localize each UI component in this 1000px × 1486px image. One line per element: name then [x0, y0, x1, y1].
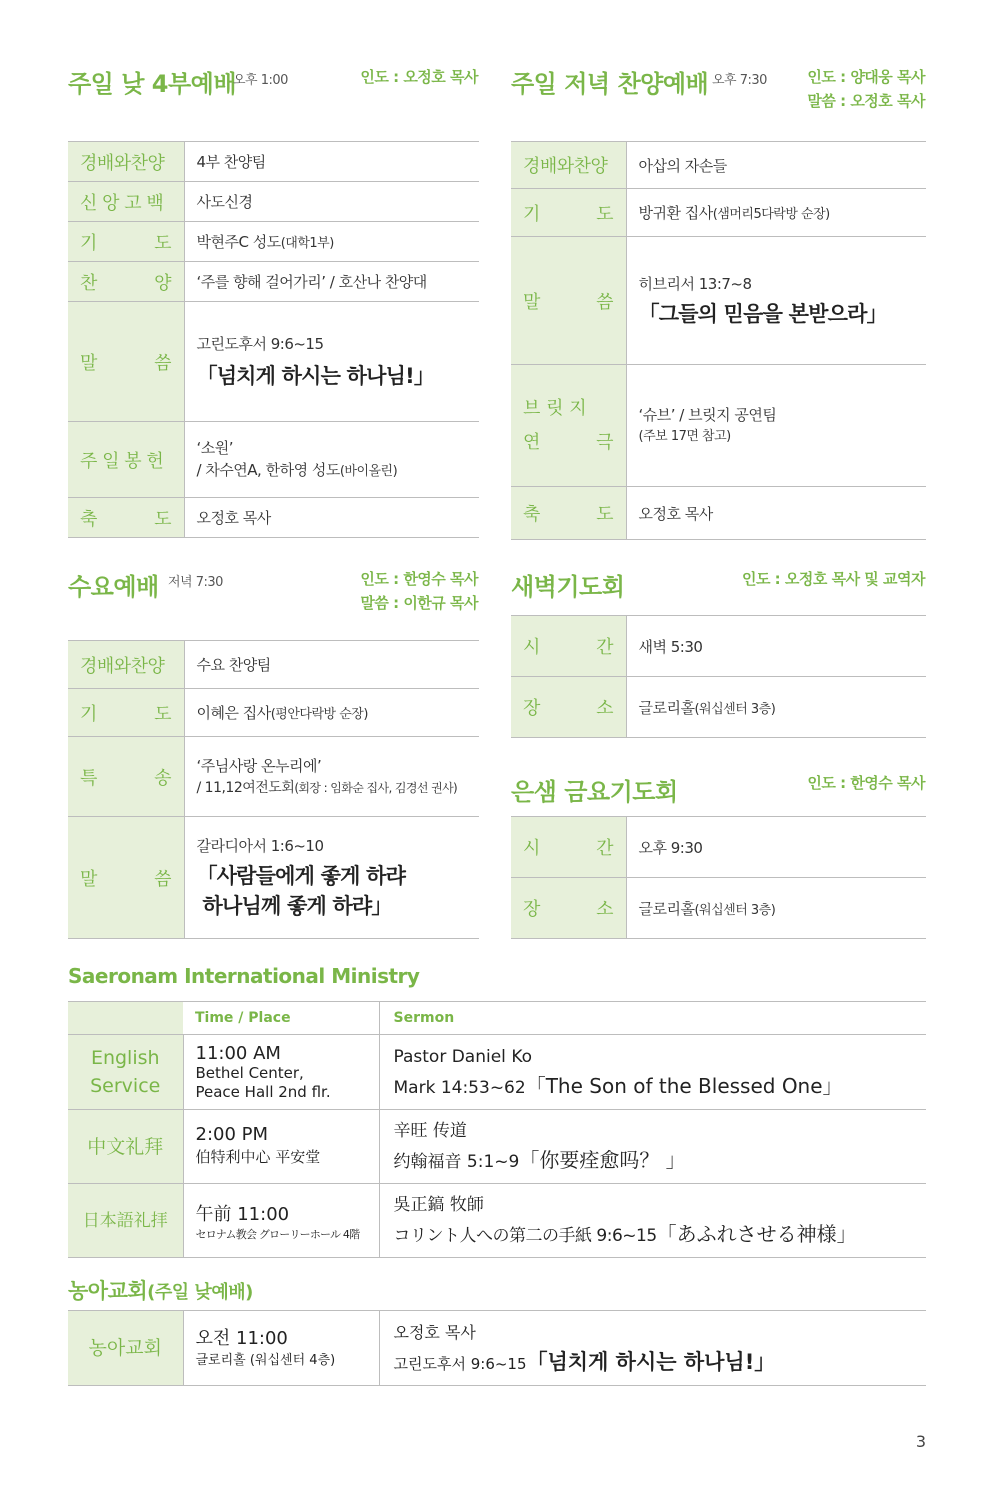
sermon-title: 「你要痊愈吗？ 」: [519, 1148, 686, 1172]
service-place: 伯特利中心 平安堂: [195, 1148, 321, 1166]
section-leaders: [360, 567, 478, 615]
leader: 인도 : 한영수 목사: [360, 570, 478, 588]
scripture-reference: 고린도후서 9:6~15: [196, 334, 324, 353]
table-row: [511, 237, 926, 365]
scripture-reference: コリント人への第二の手紙 9:6~15: [393, 1226, 657, 1246]
preacher: 辛旺 传道: [393, 1121, 467, 1141]
row-label: 주 일 봉 헌: [80, 450, 164, 472]
table-row: [511, 487, 926, 540]
row-value-note: (워십센터 3층): [694, 902, 776, 918]
row-label-a: 기: [523, 203, 541, 225]
row-label-a: 말: [80, 352, 98, 374]
table-row: [68, 422, 479, 498]
row-label-a: 말: [80, 868, 98, 890]
sermon-title: 「넘치게 하시는 하나님!」: [526, 1350, 776, 1374]
table-row: [68, 641, 479, 689]
table-row: [68, 498, 479, 538]
table-row: [511, 677, 926, 738]
table-header-row: [68, 1002, 926, 1035]
service-name-line2: Service: [90, 1075, 161, 1097]
service-name: 日本語礼拝: [68, 1184, 183, 1258]
service-order-table: [68, 141, 479, 538]
row-value: 오정호 목사: [626, 487, 926, 540]
row-label-b: 도: [596, 504, 614, 525]
section-title-main: 농아교회: [68, 1279, 148, 1303]
sermon-title-line2: 하나님께 좋게 하랴」: [202, 893, 392, 918]
sermon-title: 「그들의 믿음을 본받으라」: [638, 301, 887, 326]
service-name: 中文礼拜: [68, 1110, 183, 1184]
sermon-title: 「あふれさせる神様」: [656, 1222, 857, 1246]
table-row: [68, 1110, 926, 1184]
service-order-table: [68, 640, 479, 939]
row-label: 신 앙 고 백: [80, 192, 164, 214]
row-label: 경배와찬양: [80, 152, 165, 174]
section-title: 은샘 금요기도회: [511, 778, 678, 806]
scripture-reference: 갈라디아서 1:6~10: [196, 836, 324, 855]
special-song-group: / 11,12여전도회: [196, 779, 295, 796]
special-song-note: (회장 : 임화순 집사, 김경선 권사): [294, 780, 458, 795]
row-label-a: 기: [80, 703, 98, 725]
section-time: 오후 7:30: [712, 73, 767, 88]
row-value-note: (샘머리5다락방 순장): [712, 207, 830, 222]
scripture-reference: Mark 14:53~62: [393, 1077, 526, 1098]
row-label: 경배와찬양: [80, 655, 165, 677]
section-leader: 인도 : 오정호 목사 및 교역자: [741, 570, 925, 588]
section-title: [68, 1275, 253, 1305]
row-value-note: (워십센터 3층): [694, 701, 776, 717]
offering-song: ‘소원’: [196, 438, 234, 457]
service-time: 2:00 PM: [195, 1124, 269, 1145]
row-label: 경배와찬양: [523, 156, 608, 177]
row-label-b: 도: [596, 203, 614, 225]
table-row: [68, 222, 479, 262]
table-row: [511, 142, 926, 189]
special-song-title: ‘주님사랑 온누리에’: [196, 756, 322, 775]
row-value: 수요 찬양팀: [184, 641, 479, 689]
row-label-a: 연: [523, 431, 541, 453]
table-row: [68, 737, 479, 817]
table-row: [511, 365, 926, 487]
row-value: 4부 찬양팀: [184, 142, 479, 182]
page-number: 3: [915, 1432, 926, 1451]
drama-title: ‘슈브’ / 브릿지 공연팀: [638, 405, 777, 424]
section-leaders: [807, 65, 925, 113]
table-row: [511, 189, 926, 237]
section-leader: 인도 : 한영수 목사: [807, 774, 925, 792]
row-label-b: 도: [154, 703, 172, 725]
section-title: 수요예배: [68, 573, 159, 601]
row-label-b: 도: [154, 508, 172, 530]
section-time: 오후 1:00: [233, 73, 288, 88]
international-services-table: [68, 1001, 926, 1258]
table-row: [511, 616, 926, 677]
table-row: [68, 1035, 926, 1110]
service-name: 농아교회: [68, 1311, 183, 1386]
table-row: [68, 817, 479, 939]
leader: 인도 : 양대웅 목사: [807, 68, 925, 86]
table-row: [68, 262, 479, 302]
section-leader: 인도 : 오정호 목사: [360, 68, 478, 86]
table-row: [511, 878, 926, 939]
row-label-a: 시: [523, 637, 541, 658]
offering-performers: / 차수연A, 한하영 성도: [196, 460, 340, 479]
row-label-b: 씀: [154, 352, 172, 374]
row-value-note: (평안다락방 순장): [270, 707, 368, 722]
row-value: 사도신경: [184, 182, 479, 222]
row-label-b: 양: [154, 272, 172, 294]
row-value: 아삽의 자손들: [626, 142, 926, 189]
service-place-line2: Peace Hall 2nd flr.: [195, 1082, 331, 1101]
row-value: 새벽 5:30: [626, 616, 926, 677]
row-label-a: 장: [523, 899, 541, 920]
service-time: 午前 11:00: [195, 1203, 290, 1225]
row-label-a: 기: [80, 232, 98, 254]
row-value: 오정호 목사: [184, 498, 479, 538]
row-label-a: 말: [523, 291, 541, 313]
row-label-b: 소: [596, 899, 614, 920]
row-label-b: 소: [596, 698, 614, 719]
deaf-church-table: [68, 1310, 926, 1386]
row-value: 방귀환 집사: [638, 204, 713, 222]
service-order-table: [511, 615, 926, 738]
scripture-reference: 히브리서 13:7~8: [638, 274, 752, 293]
row-label-b: 간: [596, 838, 614, 859]
table-row: [68, 1184, 926, 1258]
service-order-table: [511, 141, 926, 540]
service-name-line1: English: [90, 1047, 160, 1069]
service-place-line1: Bethel Center,: [195, 1063, 304, 1082]
row-label-a: 장: [523, 698, 541, 719]
row-value-note: (대학1부): [280, 236, 334, 251]
table-row: [68, 1311, 926, 1386]
row-value: 오후 9:30: [626, 817, 926, 878]
row-label-b: 간: [596, 637, 614, 658]
table-row: [68, 182, 479, 222]
row-label-b: 씀: [154, 868, 172, 890]
row-label-b: 극: [596, 431, 614, 453]
sermon-title: 「The Son of the Blessed One」: [525, 1073, 843, 1098]
row-label: 브 릿 지: [523, 397, 587, 419]
drama-note: (주보 17면 참고): [638, 428, 731, 444]
row-label-a: 찬: [80, 272, 98, 294]
section-title: Saeronam International Ministry: [68, 964, 420, 988]
scripture-reference: 约翰福音 5:1~9: [393, 1152, 520, 1172]
table-row: [511, 817, 926, 878]
section-title-sub: (주일 낮예배): [147, 1282, 253, 1303]
row-value: ‘주를 향해 걸어가리’ / 호산나 찬양대: [184, 262, 479, 302]
service-time: 오전 11:00: [195, 1328, 288, 1349]
sermon-title-line1: 「사람들에게 좋게 하랴: [196, 863, 406, 888]
section-time: 저녁 7:30: [168, 575, 223, 590]
table-row: [68, 689, 479, 737]
row-value: 이혜은 집사: [196, 704, 271, 722]
preacher: 오정호 목사: [393, 1323, 476, 1342]
row-value: 글로리홀: [638, 698, 695, 717]
row-label-b: 도: [154, 232, 172, 254]
column-header-time: Time / Place: [183, 1002, 379, 1035]
scripture-reference: 고린도후서 9:6~15: [393, 1355, 527, 1373]
table-row: [68, 302, 479, 422]
table-row: [68, 142, 479, 182]
preacher: 말씀 : 이한규 목사: [360, 594, 478, 612]
section-title: 새벽기도회: [511, 573, 625, 601]
preacher: 吳正鎬 牧師: [393, 1195, 484, 1215]
row-value: 박현주C 성도: [196, 233, 281, 251]
preacher: Pastor Daniel Ko: [393, 1046, 533, 1067]
offering-instrument: (바이올린): [339, 463, 398, 479]
section-title: 주일 낮 4부예배: [68, 70, 237, 98]
row-label-a: 시: [523, 838, 541, 859]
row-label-a: 축: [80, 508, 98, 530]
sermon-title: 「넘치게 하시는 하나님!」: [196, 363, 435, 388]
row-label-b: 씀: [596, 291, 614, 313]
column-header-sermon: Sermon: [379, 1002, 926, 1035]
row-label-a: 특: [80, 767, 98, 789]
section-title: 주일 저녁 찬양예배: [511, 70, 709, 98]
service-place: 글로리홀 (워십센터 4층): [195, 1353, 336, 1368]
row-label-b: 송: [154, 767, 172, 789]
preacher: 말씀 : 오정호 목사: [807, 92, 925, 110]
row-label-a: 축: [523, 504, 541, 525]
row-value: 글로리홀: [638, 899, 695, 918]
service-place: セロナム教会 グローリーホール 4階: [195, 1227, 360, 1241]
service-order-table: [511, 816, 926, 939]
service-time: 11:00 AM: [195, 1042, 281, 1064]
